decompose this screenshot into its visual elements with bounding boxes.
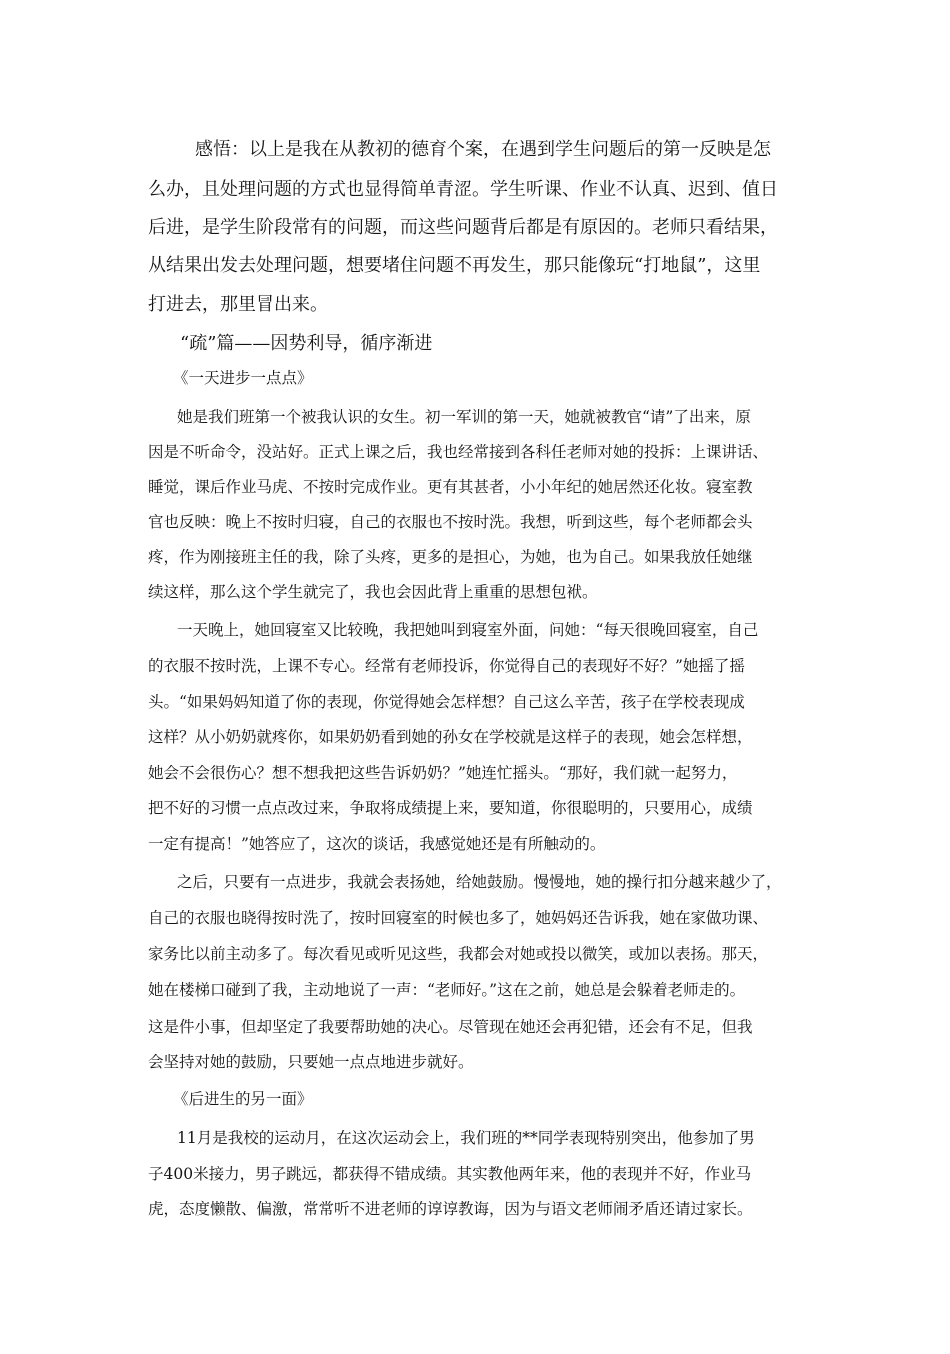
paragraph-line: 她在楼梯口碰到了我，主动地说了一声：“老师好。”这在之前，她总是会躲着老师走的。 bbox=[148, 981, 746, 999]
paragraph-line: 11月是我校的运动月，在这次运动会上，我们班的**同学表现特别突出，他参加了男 bbox=[177, 1129, 755, 1147]
paragraph-line: 头。“如果妈妈知道了你的表现，你觉得她会怎样想？自己这么辛苦，孩子在学校表现成 bbox=[148, 693, 745, 711]
paragraph-line: 的衣服不按时洗，上课不专心。经常有老师投诉，你觉得自己的表现好不好？”她摇了摇 bbox=[148, 657, 745, 675]
story-title: 《后进生的另一面》 bbox=[173, 1090, 313, 1108]
section-heading: “疏”篇——因势利导，循序渐进 bbox=[180, 333, 433, 354]
paragraph-line: 她是我们班第一个被我认识的女生。初一军训的第一天，她就被教官“请”了出来，原 bbox=[177, 408, 751, 426]
paragraph-line: 一天晚上，她回寝室又比较晚，我把她叫到寝室外面，问她：“每天很晚回寝室，自己 bbox=[177, 621, 759, 639]
paragraph-line: 虎，态度懒散、偏激，常常听不进老师的谆谆教诲，因为与语文老师闹矛盾还请过家长。 bbox=[148, 1200, 753, 1218]
paragraph-line: 把不好的习惯一点点改过来，争取将成绩提上来，要知道，你很聪明的，只要用心，成绩 bbox=[148, 799, 753, 817]
paragraph-line: 她会不会很伤心？想不想我把这些告诉奶奶？”她连忙摇头。“那好，我们就一起努力， bbox=[148, 764, 738, 782]
paragraph-line: 家务比以前主动多了。每次看见或听见这些，我都会对她或投以微笑，或加以表扬。那天， bbox=[148, 945, 769, 963]
paragraph-line: 之后，只要有一点进步，我就会表扬她，给她鼓励。慢慢地，她的操行扣分越来越少了， bbox=[177, 873, 782, 891]
paragraph-line: 官也反映：晚上不按时归寝，自己的衣服也不按时洗。我想，听到这些，每个老师都会头 bbox=[148, 513, 753, 531]
paragraph-line: 子400米接力，男子跳远，都获得不错成绩。其实教他两年来，他的表现并不好，作业马 bbox=[148, 1165, 752, 1183]
paragraph-line: 会坚持对她的鼓励，只要她一点点地进步就好。 bbox=[148, 1053, 474, 1071]
paragraph-line: 一定有提高！”她答应了，这次的谈话，我感觉她还是有所触动的。 bbox=[148, 835, 606, 853]
paragraph-line: 续这样，那么这个学生就完了，我也会因此背上重重的思想包袱。 bbox=[148, 583, 598, 601]
paragraph-line: 这是件小事，但却坚定了我要帮助她的决心。尽管现在她还会再犯错，还会有不足，但我 bbox=[148, 1018, 753, 1036]
paragraph-line: 睡觉，课后作业马虎、不按时完成作业。更有其甚者，小小年纪的她居然还化妆。寝室教 bbox=[148, 478, 753, 496]
reflection-line: 感悟：以上是我在从教初的德育个案，在遇到学生问题后的第一反映是怎 bbox=[195, 139, 771, 160]
paragraph-line: 这样？从小奶奶就疼你，如果奶奶看到她的孙女在学校就是这样子的表现，她会怎样想， bbox=[148, 728, 753, 746]
reflection-line: 么办，且处理问题的方式也显得简单青涩。学生听课、作业不认真、迟到、值日 bbox=[148, 179, 778, 200]
paragraph-line: 自己的衣服也晓得按时洗了，按时回寝室的时候也多了，她妈妈还告诉我，她在家做功课、 bbox=[148, 909, 769, 927]
reflection-line: 打进去，那里冒出来。 bbox=[148, 294, 328, 315]
paragraph-line: 因是不听命令，没站好。正式上课之后，我也经常接到各科任老师对她的投拆：上课讲话、 bbox=[148, 443, 769, 461]
story-title: 《一天进步一点点》 bbox=[173, 369, 313, 387]
paragraph-line: 疼，作为刚接班主任的我，除了头疼，更多的是担心，为她，也为自己。如果我放任她继 bbox=[148, 548, 753, 566]
reflection-line: 从结果出发去处理问题，想要堵住问题不再发生，那只能像玩“打地鼠”，这里 bbox=[148, 255, 761, 276]
reflection-line: 后进，是学生阶段常有的问题，而这些问题背后都是有原因的。老师只看结果， bbox=[148, 217, 778, 238]
